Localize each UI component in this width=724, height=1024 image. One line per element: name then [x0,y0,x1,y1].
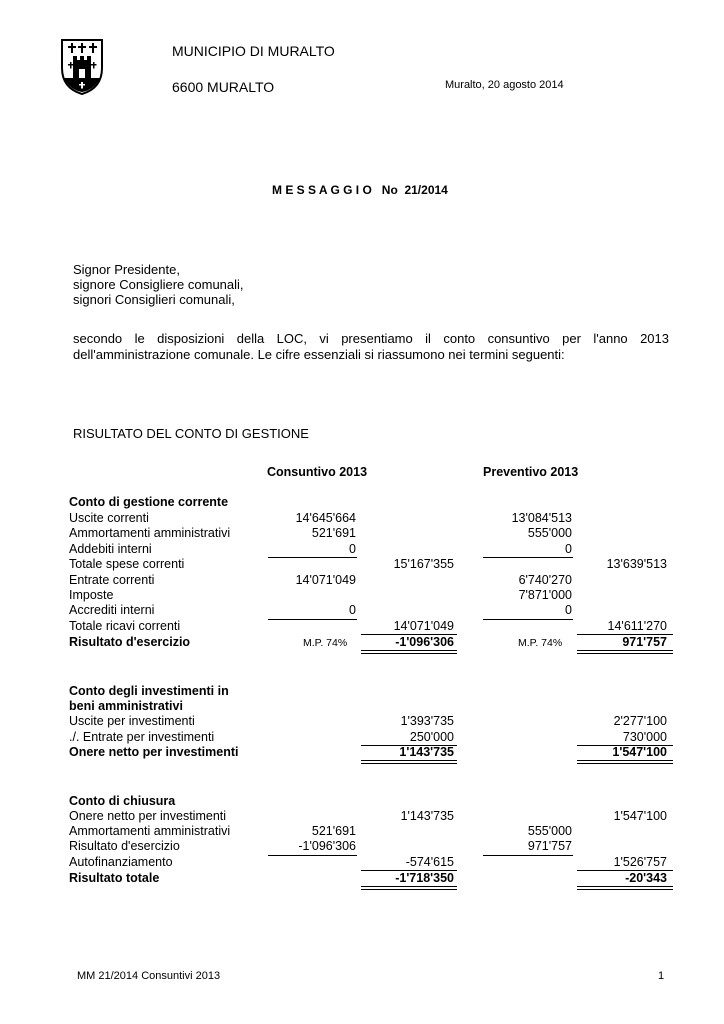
value-preventivo: 1'526'757 [613,855,667,869]
onere-netto-consuntivo: 1'143'735 [399,745,454,759]
value-consuntivo: 1'393'735 [400,714,454,728]
total-preventivo: 13'639'513 [606,557,667,571]
value-consuntivo: 14'645'664 [295,511,356,525]
subtotal-rule [483,855,573,856]
subtotal-rule [268,557,357,558]
value-preventivo: 555'000 [527,526,572,540]
row-label: Totale ricavi correnti [69,619,181,633]
municipal-coat-of-arms-icon [60,38,104,96]
gestione-corrente-heading: Conto di gestione corrente [69,495,229,509]
investimenti-heading-2: beni amministrativi [69,699,183,713]
risultato-esercizio-label: Risultato d'esercizio [69,635,191,649]
document-date: Muralto, 20 agosto 2014 [445,79,564,91]
subtotal-rule [268,619,357,620]
section-title: RISULTATO DEL CONTO DI GESTIONE [73,426,309,441]
intro-line-2: dell'amministrazione comunale. Le cifre essenziali si riassumono nei termini seguenti: [73,347,565,362]
row-label: Autofinanziamento [69,855,173,869]
intro-line-1: secondo le disposizioni della LOC, vi presentiamo il conto consuntivo per l'anno 2013 [73,331,669,346]
subtotal-rule [483,557,573,558]
value-consuntivo: 521'691 [311,824,356,838]
column-header-consuntivo: Consuntivo 2013 [267,465,368,479]
onere-netto-preventivo: 1'547'100 [612,745,667,759]
row-label: Imposte [69,588,114,602]
row-label: Accrediti interni [69,603,155,617]
postal-line: 6600 MURALTO [172,79,275,95]
value-preventivo: 6'740'270 [518,573,572,587]
row-label: Ammortamenti amministrativi [69,824,231,838]
value-consuntivo: 250'000 [409,730,454,744]
investimenti-heading: Conto degli investimenti in [69,684,229,698]
salutation-line-1: Signor Presidente, [73,262,180,277]
mp-preventivo: M.P. 74% [518,637,563,649]
value-consuntivo: 521'691 [311,526,356,540]
salutation-line-2: signore Consigliere comunali, [73,277,244,292]
page-number: 1 [658,970,665,982]
result-double-rule [577,650,673,654]
total-preventivo: 14'611'270 [607,619,667,633]
subtotal-rule [483,619,573,620]
risultato-totale-consuntivo: -1'718'350 [395,871,454,885]
row-label: Totale spese correnti [69,557,185,571]
total-consuntivo: 14'071'049 [393,619,454,633]
risultato-esercizio-consuntivo: -1'096'306 [395,635,454,649]
subtotal-rule [268,855,357,856]
value-consuntivo: -1'096'306 [298,839,356,853]
row-label: Risultato d'esercizio [69,839,180,853]
mp-consuntivo: M.P. 74% [303,637,348,649]
risultato-totale-preventivo: -20'343 [625,871,667,885]
row-label: Onere netto per investimenti [69,809,227,823]
chiusura-heading: Conto di chiusura [69,794,176,808]
row-label: Addebiti interni [69,542,152,556]
result-double-rule [361,760,457,764]
value-preventivo: 2'277'100 [613,714,667,728]
value-consuntivo: 0 [349,603,356,617]
value-preventivo: 0 [565,542,572,556]
risultato-totale-label: Risultato totale [69,871,160,885]
row-label: ./. Entrate per investimenti [69,730,215,744]
row-label: Entrate correnti [69,573,155,587]
value-preventivo: 730'000 [622,730,667,744]
value-consuntivo: 14'071'049 [295,573,356,587]
risultato-esercizio-preventivo: 971'757 [622,635,667,649]
result-double-rule [577,886,673,890]
value-preventivo: 971'757 [527,839,572,853]
row-label: Uscite correnti [69,511,149,525]
municipality-name: MUNICIPIO DI MURALTO [172,43,335,59]
row-label: Uscite per investimenti [69,714,195,728]
result-double-rule [577,760,673,764]
document-title: M E S S A G G I O No 21/2014 [272,183,448,197]
salutation-line-3: signori Consiglieri comunali, [73,292,235,307]
column-header-preventivo: Preventivo 2013 [483,465,579,479]
value-preventivo: 1'547'100 [613,809,667,823]
value-preventivo: 0 [565,603,572,617]
footer-reference: MM 21/2014 Consuntivi 2013 [77,970,221,982]
value-consuntivo: 0 [349,542,356,556]
result-double-rule [361,650,457,654]
value-consuntivo: -574'615 [405,855,454,869]
total-consuntivo: 15'167'355 [393,557,454,571]
value-preventivo: 555'000 [527,824,572,838]
result-double-rule [361,886,457,890]
row-label: Ammortamenti amministrativi [69,526,231,540]
value-preventivo: 7'871'000 [518,588,572,602]
value-preventivo: 13'084'513 [511,511,572,525]
onere-netto-label: Onere netto per investimenti [69,745,239,759]
value-consuntivo: 1'143'735 [400,809,454,823]
